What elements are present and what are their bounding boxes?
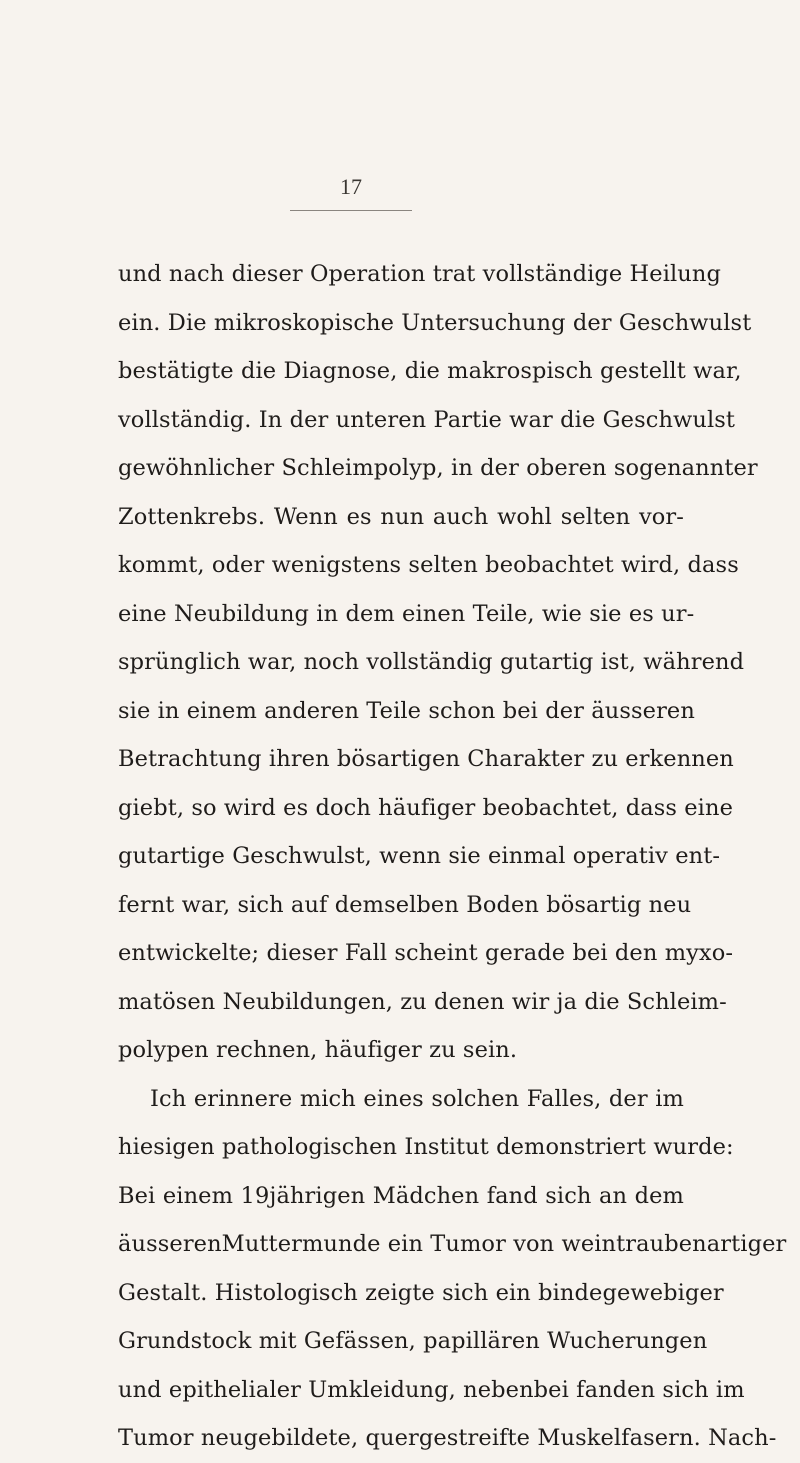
text-line: matösen Neubildungen, zu denen wir ja die Schleim- [118, 988, 727, 1015]
page-number: 17 [340, 174, 362, 199]
text-line: vollständig. In der unteren Partie war die Geschwulst [118, 406, 736, 433]
text-line: gewöhnlicher Schleimpolyp, in der oberen sogenannter [118, 455, 758, 481]
page-number-rule [290, 210, 412, 211]
text-line: Zottenkrebs. Wenn es nun auch wohl selten vor- [118, 503, 684, 530]
text-line: Gestalt. Histologisch zeigte sich ein bindegewebiger [118, 1279, 724, 1306]
text-line: Bei einem 19jährigen Mädchen fand sich an dem [118, 1182, 684, 1209]
text-line: bestätigte die Diagnose, die makrospisch gestellt war, [118, 358, 742, 384]
text-line: und nach dieser Operation trat vollständige Heilung [118, 261, 721, 287]
body-text [118, 250, 787, 1463]
text-line: sprünglich war, noch vollständig gutartig ist, während [118, 649, 745, 675]
text-line: entwickelte; dieser Fall scheint gerade bei den myxo- [118, 940, 734, 966]
text-line: ein. Die mikroskopische Untersuchung der Geschwulst [118, 309, 752, 336]
text-line: Tumor neugebildete, quergestreifte Muskelfasern. Nach- [118, 1425, 777, 1451]
text-line: kommt, oder wenigstens selten beobachtet wird, dass [118, 552, 739, 578]
text-line: giebt, so wird es doch häufiger beobachtet, dass eine [118, 794, 733, 821]
text-line: und epithelialer Umkleidung, nebenbei fanden sich im [118, 1376, 745, 1403]
paragraph-start-line: Ich erinnere mich eines solchen Falles, der im [150, 1085, 684, 1112]
text-line: fernt war, sich auf demselben Boden bösartig neu [118, 891, 692, 918]
text-line: äusserenMuttermunde ein Tumor von weintraubenartiger [118, 1231, 787, 1257]
text-line: gutartige Geschwulst, wenn sie einmal operativ ent- [118, 843, 721, 869]
text-line: eine Neubildung in dem einen Teile, wie sie es ur- [118, 600, 695, 627]
text-line: sie in einem anderen Teile schon bei der äusseren [118, 697, 695, 724]
text-line: hiesigen pathologischen Institut demonstriert wurde: [118, 1134, 734, 1160]
text-line: Grundstock mit Gefässen, papillären Wucherungen [118, 1328, 708, 1354]
paragraph-end-line: polypen rechnen, häufiger zu sein. [118, 1037, 518, 1063]
text-line: Betrachtung ihren bösartigen Charakter zu erkennen [118, 746, 734, 772]
